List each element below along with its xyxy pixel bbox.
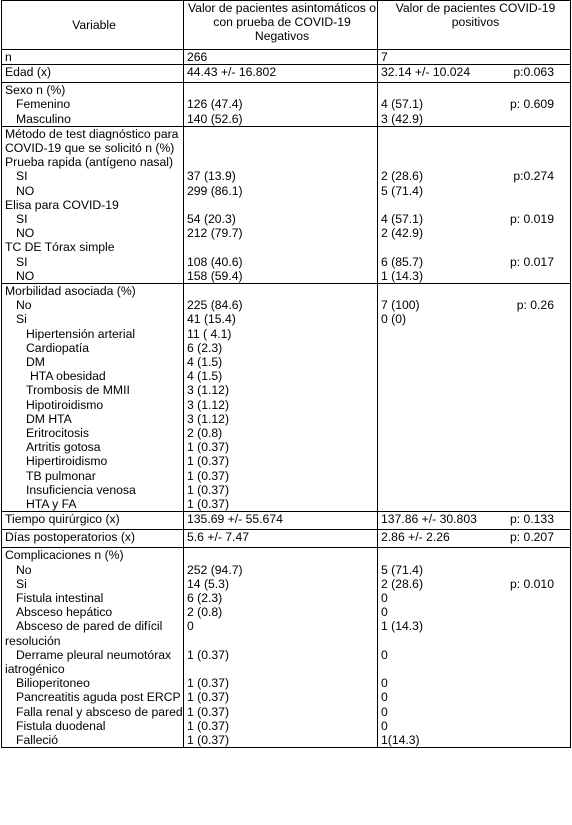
row-negative: 0	[184, 619, 378, 647]
row-label: TB pulmonar	[2, 469, 184, 483]
row-negative: 6 (2.3)	[184, 341, 378, 355]
row-negative: 1 (0.37)	[184, 705, 378, 719]
table-row	[2, 383, 571, 397]
row-positive: 6 (85.7)	[381, 254, 424, 269]
row-pvalue: p: 0.019	[509, 212, 554, 227]
table-row	[2, 676, 571, 690]
morbilidad-title: Morbilidad asociada (%)	[2, 284, 184, 299]
row-positive: 0	[378, 676, 571, 690]
row-label: Fistula intestinal	[2, 591, 184, 605]
row-label: Hipertensión arterial	[2, 327, 184, 341]
row-label: Si	[2, 577, 184, 591]
row-label: DM	[2, 355, 184, 369]
row-negative: 54 (20.3)	[184, 212, 378, 226]
row-label: Masculino	[2, 112, 184, 127]
row-negative: 1 (0.37)	[184, 648, 378, 676]
prueba-title-row	[2, 155, 571, 169]
row-label: NO	[2, 226, 184, 240]
header-row	[2, 1, 571, 50]
row-negative: 11 ( 4.1)	[184, 327, 378, 341]
table-row	[2, 269, 571, 284]
table-row	[2, 440, 571, 454]
table-row	[2, 212, 571, 226]
row-label: Hipotiroidismo	[2, 398, 184, 412]
row-positive: 2 (42.9)	[378, 226, 571, 240]
row-label: Derrame pleural neumotórax iatrogénico	[2, 648, 184, 676]
row-pvalue: p: 0.26	[516, 298, 554, 313]
header-negative: Valor de pacientes asintomáticos o con prueba de COVID-19 Negativos	[184, 1, 378, 50]
row-negative: 41 (15.4)	[184, 312, 378, 326]
row-positive: 1 (14.3)	[378, 269, 571, 284]
elisa-title-row	[2, 198, 571, 212]
row-negative: 1 (0.37)	[184, 719, 378, 733]
row-pvalue: p: 0.609	[509, 97, 554, 112]
table-row	[2, 563, 571, 577]
row-label: SI	[2, 169, 184, 183]
row-label: HTA obesidad	[2, 369, 184, 383]
tiempo-positive: 137.86 +/- 30.803	[381, 512, 477, 527]
row-label: Fistula duodenal	[2, 719, 184, 733]
row-positive: 4 (57.1)	[381, 212, 424, 227]
edad-row	[2, 65, 571, 83]
row-pvalue: p: 0.017	[509, 254, 554, 269]
table-row	[2, 226, 571, 240]
table-row	[2, 341, 571, 355]
row-label: Artritis gotosa	[2, 440, 184, 454]
row-positive: 0	[378, 719, 571, 733]
row-negative: 2 (0.8)	[184, 426, 378, 440]
table-row	[2, 705, 571, 719]
row-label: Femenino	[2, 97, 184, 111]
row-negative: 1 (0.37)	[184, 469, 378, 483]
table-row	[2, 648, 571, 676]
sexo-title: Sexo n (%)	[2, 83, 184, 98]
row-pvalue: p: 0.010	[509, 576, 554, 591]
table-row	[2, 412, 571, 426]
row-negative: 126 (47.4)	[184, 97, 378, 111]
sexo-title-row	[2, 83, 571, 98]
row-label: Eritrocitosis	[2, 426, 184, 440]
table-row	[2, 327, 571, 341]
row-label: Absceso de pared de difícil resolución	[2, 619, 184, 647]
row-label: Si	[2, 312, 184, 326]
table-row	[2, 112, 571, 127]
row-label: Absceso hepático	[2, 605, 184, 619]
table-row	[2, 454, 571, 468]
dias-pvalue: p: 0.207	[509, 530, 554, 545]
row-positive: 3 (42.9)	[378, 112, 571, 127]
row-negative: 3 (1.12)	[184, 383, 378, 397]
edad-negative: 44.43 +/- 16.802	[184, 65, 378, 83]
table-row	[2, 469, 571, 483]
n-negative: 266	[184, 50, 378, 65]
edad-label: Edad (x)	[2, 65, 184, 83]
row-positive: 4 (57.1)	[381, 97, 424, 112]
table-row	[2, 369, 571, 383]
row-negative: 1 (0.37)	[184, 733, 378, 748]
prueba-title: Prueba rapida (antígeno nasal)	[2, 155, 184, 169]
row-label: Pancreatitis aguda post ERCP	[2, 690, 184, 704]
row-positive: 0 (0)	[378, 312, 571, 326]
table-row	[2, 97, 571, 111]
row-label: Trombosis de MMII	[2, 383, 184, 397]
row-negative: 1 (0.37)	[184, 690, 378, 704]
row-negative: 158 (59.4)	[184, 269, 378, 284]
row-positive: 5 (71.4)	[378, 184, 571, 198]
row-label: No	[2, 298, 184, 312]
row-label: HTA y FA	[2, 497, 184, 512]
tiempo-label: Tiempo quirúrgico (x)	[2, 512, 184, 530]
row-label: SI	[2, 212, 184, 226]
row-positive: 0	[378, 690, 571, 704]
row-negative: 1 (0.37)	[184, 440, 378, 454]
row-negative: 1 (0.37)	[184, 676, 378, 690]
table-row	[2, 312, 571, 326]
tiempo-row	[2, 512, 571, 530]
row-label: Insuficiencia venosa	[2, 483, 184, 497]
row-label: DM HTA	[2, 412, 184, 426]
tiempo-negative: 135.69 +/- 55.674	[184, 512, 378, 530]
row-negative: 252 (94.7)	[184, 563, 378, 577]
dias-negative: 5.6 +/- 7.47	[184, 530, 378, 548]
tiempo-pvalue: p: 0.133	[509, 512, 554, 527]
row-label: Bilioperitoneo	[2, 676, 184, 690]
row-negative: 14 (5.3)	[184, 577, 378, 591]
row-positive: 5 (71.4)	[378, 563, 571, 577]
row-positive: 0	[378, 648, 571, 676]
row-negative: 1 (0.37)	[184, 483, 378, 497]
tc-title: TC DE Tórax simple	[2, 240, 184, 254]
row-negative: 108 (40.6)	[184, 255, 378, 269]
row-negative: 4 (1.5)	[184, 369, 378, 383]
table-row	[2, 255, 571, 269]
row-positive: 7 (100)	[381, 298, 420, 313]
dias-label: Días postoperatorios (x)	[2, 530, 184, 548]
dias-positive: 2.86 +/- 2.26	[381, 530, 450, 545]
row-negative: 212 (79.7)	[184, 226, 378, 240]
row-positive: 2 (28.6)	[381, 169, 424, 184]
elisa-title: Elisa para COVID-19	[2, 198, 184, 212]
table-row	[2, 184, 571, 198]
dias-row	[2, 530, 571, 548]
complicaciones-title-row	[2, 548, 571, 563]
table-row	[2, 497, 571, 512]
table-row	[2, 426, 571, 440]
results-table	[1, 0, 571, 748]
row-pvalue: p:0.274	[513, 169, 554, 184]
row-negative: 3 (1.12)	[184, 412, 378, 426]
complicaciones-title: Complicaciones n (%)	[2, 548, 184, 563]
row-positive: 1 (14.3)	[378, 619, 571, 647]
table-row	[2, 577, 571, 591]
row-positive: 0	[378, 591, 571, 605]
row-label: No	[2, 563, 184, 577]
row-negative: 140 (52.6)	[184, 112, 378, 127]
morbilidad-title-row	[2, 284, 571, 299]
n-label: n	[2, 50, 184, 65]
row-label: SI	[2, 255, 184, 269]
table-row	[2, 690, 571, 704]
edad-pvalue: p:0.063	[513, 65, 554, 80]
row-label: Hipertiroidismo	[2, 454, 184, 468]
row-negative: 3 (1.12)	[184, 398, 378, 412]
header-positive: Valor de pacientes COVID-19 positivos	[378, 1, 571, 50]
row-label: Cardiopatía	[2, 341, 184, 355]
row-negative: 37 (13.9)	[184, 169, 378, 183]
metodo-title: Método de test diagnóstico para COVID-19 que se solicitó n (%)	[2, 126, 184, 155]
table-row	[2, 398, 571, 412]
table-row	[2, 619, 571, 647]
row-label: NO	[2, 269, 184, 284]
row-negative: 6 (2.3)	[184, 591, 378, 605]
tc-title-row	[2, 240, 571, 254]
row-negative: 1 (0.37)	[184, 497, 378, 512]
table-row	[2, 733, 571, 748]
edad-positive: 32.14 +/- 10.024	[381, 65, 471, 80]
row-negative: 1 (0.37)	[184, 454, 378, 468]
table-row	[2, 719, 571, 733]
row-negative: 225 (84.6)	[184, 298, 378, 312]
row-label: NO	[2, 184, 184, 198]
table-row	[2, 483, 571, 497]
row-positive: 0	[378, 705, 571, 719]
row-negative: 4 (1.5)	[184, 355, 378, 369]
table-row	[2, 169, 571, 183]
table-row	[2, 298, 571, 312]
table-row	[2, 605, 571, 619]
header-variable: Variable	[2, 1, 184, 50]
n-positive: 7	[378, 50, 571, 65]
table-row	[2, 591, 571, 605]
row-positive: 1(14.3)	[378, 733, 571, 748]
n-row	[2, 50, 571, 65]
row-label: Falleció	[2, 733, 184, 748]
table-row	[2, 355, 571, 369]
row-positive: 0	[378, 605, 571, 619]
row-positive: 2 (28.6)	[381, 576, 424, 591]
metodo-title-row	[2, 126, 571, 155]
row-negative: 299 (86.1)	[184, 184, 378, 198]
row-negative: 2 (0.8)	[184, 605, 378, 619]
row-label: Falla renal y absceso de pared	[2, 705, 184, 719]
